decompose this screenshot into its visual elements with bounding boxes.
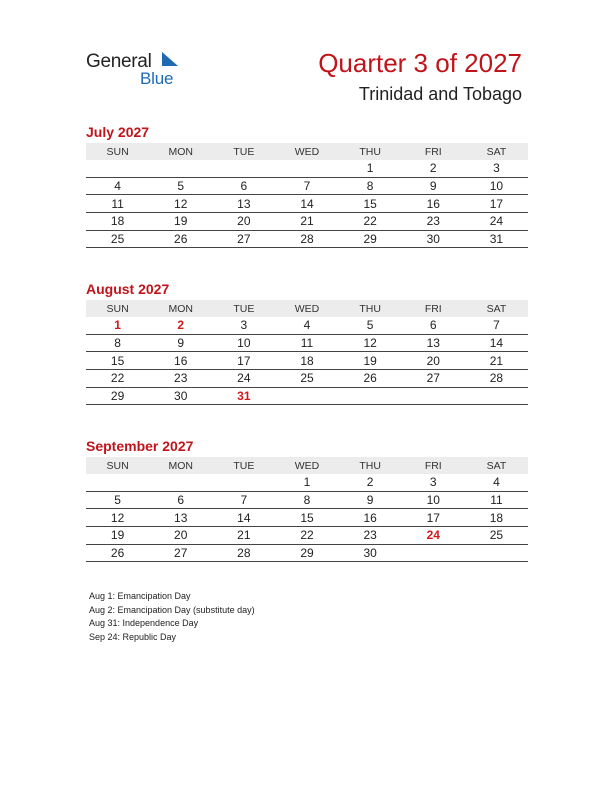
weekday-header-row — [86, 457, 528, 474]
day-cell: 8 — [339, 177, 402, 195]
day-cell: 5 — [149, 177, 212, 195]
day-cell: 27 — [402, 370, 465, 388]
day-cell: 21 — [465, 352, 528, 370]
empty-day-cell — [86, 160, 149, 177]
day-cell: 15 — [86, 352, 149, 370]
day-cell: 6 — [402, 317, 465, 334]
day-cell: 7 — [212, 491, 275, 509]
day-cell: 16 — [402, 195, 465, 213]
day-cell: 29 — [275, 544, 338, 562]
empty-day-cell — [149, 160, 212, 177]
day-cell: 30 — [149, 387, 212, 405]
empty-day-cell — [149, 474, 212, 491]
day-cell: 20 — [149, 527, 212, 545]
empty-day-cell — [86, 474, 149, 491]
day-cell: 5 — [86, 491, 149, 509]
day-cell: 22 — [275, 527, 338, 545]
holiday-day-cell: 24 — [402, 527, 465, 545]
day-cell: 30 — [402, 230, 465, 248]
day-cell: 17 — [465, 195, 528, 213]
holiday-note: Sep 24: Republic Day — [89, 631, 177, 642]
weekday-header: SUN — [86, 457, 149, 474]
day-cell: 19 — [339, 352, 402, 370]
logo-flag-icon — [160, 52, 180, 68]
weekday-header: MON — [149, 300, 212, 317]
day-cell: 24 — [212, 370, 275, 388]
day-cell: 29 — [86, 387, 149, 405]
week-row — [86, 474, 528, 491]
day-cell: 19 — [86, 527, 149, 545]
holiday-notes — [89, 590, 255, 644]
day-cell: 26 — [339, 370, 402, 388]
day-cell: 27 — [149, 544, 212, 562]
day-cell: 27 — [212, 230, 275, 248]
page-title: Quarter 3 of 2027 — [318, 48, 522, 78]
day-cell: 20 — [402, 352, 465, 370]
day-cell: 21 — [275, 213, 338, 231]
day-cell: 7 — [275, 177, 338, 195]
day-cell: 21 — [212, 527, 275, 545]
day-cell: 11 — [86, 195, 149, 213]
holiday-note: Aug 1: Emancipation Day — [89, 591, 191, 601]
empty-day-cell — [402, 544, 465, 562]
weekday-header: THU — [339, 143, 402, 160]
day-cell: 28 — [465, 370, 528, 388]
day-cell: 10 — [212, 334, 275, 352]
day-cell: 14 — [275, 195, 338, 213]
day-cell: 3 — [212, 317, 275, 334]
day-cell: 1 — [275, 474, 338, 491]
week-row — [86, 230, 528, 248]
weekday-header: WED — [275, 457, 338, 474]
weekday-header: THU — [339, 457, 402, 474]
day-cell: 4 — [275, 317, 338, 334]
weekday-header: SAT — [465, 300, 528, 317]
day-cell: 9 — [149, 334, 212, 352]
logo-text-blue: Blue — [140, 69, 174, 88]
day-cell: 6 — [212, 177, 275, 195]
day-cell: 28 — [275, 230, 338, 248]
week-row — [86, 177, 528, 195]
month-july — [86, 123, 528, 248]
day-cell: 3 — [465, 160, 528, 177]
holiday-day-cell: 2 — [149, 317, 212, 334]
day-cell: 26 — [86, 544, 149, 562]
weekday-header: FRI — [402, 300, 465, 317]
day-cell: 25 — [465, 527, 528, 545]
week-row — [86, 334, 528, 352]
day-cell: 30 — [339, 544, 402, 562]
day-cell: 14 — [465, 334, 528, 352]
weekday-header: FRI — [402, 457, 465, 474]
week-row — [86, 491, 528, 509]
day-cell: 7 — [465, 317, 528, 334]
logo — [86, 50, 196, 90]
day-cell: 1 — [339, 160, 402, 177]
weekday-header-row — [86, 300, 528, 317]
day-cell: 20 — [212, 213, 275, 231]
day-cell: 13 — [402, 334, 465, 352]
calendar-table — [86, 300, 528, 405]
holiday-note: Aug 31: Independence Day — [89, 618, 199, 628]
day-cell: 15 — [275, 509, 338, 527]
day-cell: 4 — [86, 177, 149, 195]
day-cell: 10 — [465, 177, 528, 195]
day-cell: 9 — [339, 491, 402, 509]
page-subtitle: Trinidad and Tobago — [358, 84, 522, 104]
day-cell: 23 — [149, 370, 212, 388]
empty-day-cell — [339, 387, 402, 405]
day-cell: 23 — [402, 213, 465, 231]
day-cell: 6 — [149, 491, 212, 509]
week-row — [86, 527, 528, 545]
day-cell: 28 — [212, 544, 275, 562]
empty-day-cell — [275, 387, 338, 405]
weekday-header: TUE — [212, 300, 275, 317]
weekday-header: WED — [275, 300, 338, 317]
week-row — [86, 195, 528, 213]
day-cell: 23 — [339, 527, 402, 545]
day-cell: 29 — [339, 230, 402, 248]
holiday-day-cell: 1 — [86, 317, 149, 334]
empty-day-cell — [402, 387, 465, 405]
week-row — [86, 509, 528, 527]
day-cell: 11 — [275, 334, 338, 352]
day-cell: 2 — [339, 474, 402, 491]
empty-day-cell — [275, 160, 338, 177]
weekday-header-row — [86, 143, 528, 160]
empty-day-cell — [212, 474, 275, 491]
weekday-header: TUE — [212, 457, 275, 474]
weekday-header: SUN — [86, 143, 149, 160]
day-cell: 18 — [465, 509, 528, 527]
week-row — [86, 544, 528, 562]
holiday-day-cell: 31 — [212, 387, 275, 405]
week-row — [86, 370, 528, 388]
day-cell: 12 — [339, 334, 402, 352]
weekday-header: SAT — [465, 457, 528, 474]
day-cell: 17 — [402, 509, 465, 527]
weekday-header: FRI — [402, 143, 465, 160]
day-cell: 5 — [339, 317, 402, 334]
month-title: August 2027 — [86, 281, 170, 297]
calendar-table — [86, 457, 528, 562]
month-august — [86, 280, 528, 405]
day-cell: 25 — [86, 230, 149, 248]
weekday-header: THU — [339, 300, 402, 317]
week-row — [86, 387, 528, 405]
day-cell: 18 — [275, 352, 338, 370]
day-cell: 8 — [275, 491, 338, 509]
month-september — [86, 437, 528, 562]
day-cell: 18 — [86, 213, 149, 231]
weekday-header: WED — [275, 143, 338, 160]
week-row — [86, 160, 528, 177]
day-cell: 17 — [212, 352, 275, 370]
empty-day-cell — [465, 387, 528, 405]
day-cell: 25 — [275, 370, 338, 388]
day-cell: 22 — [86, 370, 149, 388]
day-cell: 2 — [402, 160, 465, 177]
holiday-note: Aug 2: Emancipation Day (substitute day) — [89, 604, 255, 615]
day-cell: 13 — [212, 195, 275, 213]
logo-text-general: General — [86, 51, 152, 72]
day-cell: 24 — [465, 213, 528, 231]
week-row — [86, 317, 528, 334]
day-cell: 16 — [149, 352, 212, 370]
day-cell: 12 — [86, 509, 149, 527]
day-cell: 19 — [149, 213, 212, 231]
weekday-header: MON — [149, 457, 212, 474]
day-cell: 16 — [339, 509, 402, 527]
month-title: July 2027 — [86, 124, 150, 140]
day-cell: 3 — [402, 474, 465, 491]
day-cell: 12 — [149, 195, 212, 213]
day-cell: 14 — [212, 509, 275, 527]
empty-day-cell — [465, 544, 528, 562]
weekday-header: SAT — [465, 143, 528, 160]
day-cell: 22 — [339, 213, 402, 231]
day-cell: 4 — [465, 474, 528, 491]
weekday-header: MON — [149, 143, 212, 160]
day-cell: 13 — [149, 509, 212, 527]
day-cell: 26 — [149, 230, 212, 248]
week-row — [86, 352, 528, 370]
day-cell: 31 — [465, 230, 528, 248]
weekday-header: TUE — [212, 143, 275, 160]
weekday-header: SUN — [86, 300, 149, 317]
day-cell: 10 — [402, 491, 465, 509]
day-cell: 8 — [86, 334, 149, 352]
week-row — [86, 213, 528, 231]
day-cell: 11 — [465, 491, 528, 509]
empty-day-cell — [212, 160, 275, 177]
calendar-table — [86, 143, 528, 248]
day-cell: 15 — [339, 195, 402, 213]
month-title: September 2027 — [86, 438, 194, 454]
day-cell: 9 — [402, 177, 465, 195]
